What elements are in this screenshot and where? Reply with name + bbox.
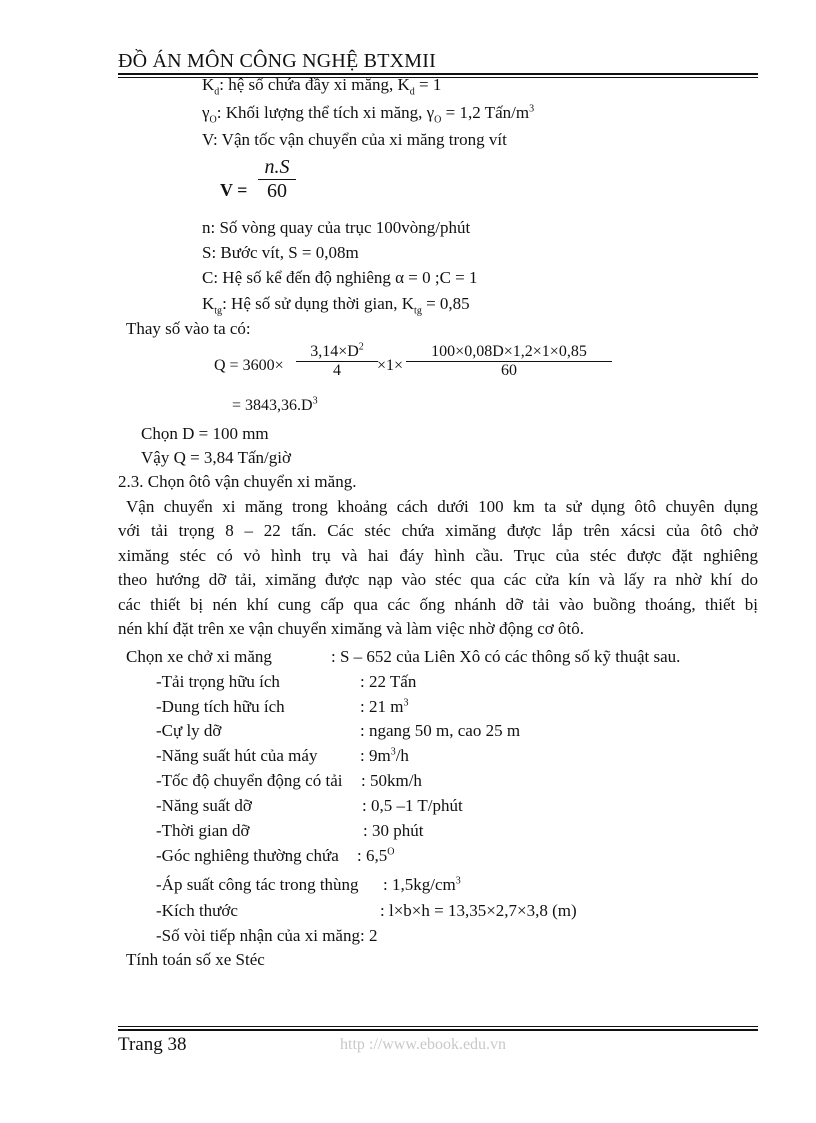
spec-value: : l×b×h = 13,35×2,7×3,8 (m) bbox=[380, 901, 577, 920]
so-q: Vậy Q = 3,84 Tấn/giờ bbox=[141, 448, 291, 467]
formula-q-lhs: Q = 3600× bbox=[214, 357, 284, 374]
paragraph-line: ximăng stéc có vỏ hình trụ và hai đáy hình cầu. Trục của stéc được đặt nghiêng bbox=[118, 545, 758, 565]
spec-label: -Số vòi tiếp nhận của xi măng: 2 bbox=[156, 926, 378, 945]
spec-value: : 30 phút bbox=[363, 821, 424, 840]
page-number: Trang 38 bbox=[118, 1034, 187, 1055]
param-n: n: Số vòng quay của trục 100vòng/phút bbox=[202, 218, 471, 237]
page-header-title: ĐỒ ÁN MÔN CÔNG NGHỆ BTXMII bbox=[118, 50, 436, 72]
def-kd: $K_d$: hệ số chứa đầy xi măng, $K_d = 1$ bbox=[202, 75, 442, 98]
footer-rule-thick bbox=[118, 1029, 758, 1031]
formula-v-numerator: n.S bbox=[264, 156, 290, 178]
formula-q-f2-denominator: 60 bbox=[501, 362, 517, 379]
formula-q-result: = $3843,36.D^3$ bbox=[232, 395, 318, 414]
formula-q-mid: ×1× bbox=[377, 357, 404, 374]
spec-label: -Năng suất hút của máy bbox=[156, 746, 318, 765]
paragraph-line: theo hướng dỡ tải, ximăng được nạp vào stéc qua các cửa kín và lấy ra nhờ khí do bbox=[118, 570, 758, 590]
footer-rule-thin bbox=[118, 1026, 758, 1027]
spec-label: -Kích thước bbox=[156, 901, 238, 920]
spec-value: : 22 Tấn bbox=[360, 672, 417, 691]
paragraph-line: nén khí đặt trên xe vận chuyển ximăng và làm việc nhờ động cơ ôtô. bbox=[118, 619, 584, 639]
spec-label: -Góc nghiêng thường chứa bbox=[156, 846, 339, 865]
formula-v-fraction bbox=[258, 156, 296, 203]
formula-q-f1-denominator: 4 bbox=[333, 362, 341, 379]
param-ktg: $K_{tg}$: Hệ số sử dụng thời gian, $K_{tg} = 0,85$ bbox=[202, 294, 470, 317]
spec-label: -Áp suất công tác trong thùng bbox=[156, 875, 359, 894]
substitute-label: Thay số vào ta có: bbox=[126, 319, 251, 338]
formula-q-f2-numerator: 100×0,08D×1,2×1×0,85 bbox=[431, 343, 587, 360]
spec-value: : $1,5kg/cm^3$ bbox=[383, 875, 461, 894]
paragraph-line: các thiết bị nén khí cung cấp qua các ống nhánh dỡ tải vào buồng thoáng, thiết bị bbox=[118, 594, 758, 614]
def-v: V: Vận tốc vận chuyển của xi măng trong vít bbox=[202, 130, 507, 149]
truck-value: : S – 652 của Liên Xô có các thông số kỹ thuật sau. bbox=[331, 647, 681, 666]
truck-label: Chọn xe chở xi măng bbox=[126, 647, 272, 666]
formula-q-fraction-2 bbox=[406, 343, 612, 380]
formula-q-f1-numerator: $3,14\times D^2$ bbox=[310, 341, 364, 360]
spec-label: -Tải trọng hữu ích bbox=[156, 672, 280, 691]
spec-label: -Dung tích hữu ích bbox=[156, 697, 285, 716]
section-heading: 2.3. Chọn ôtô vận chuyển xi măng. bbox=[118, 472, 357, 491]
spec-value: : 0,5 –1 T/phút bbox=[362, 796, 463, 815]
final-line: Tính toán số xe Stéc bbox=[126, 950, 265, 969]
spec-label: -Năng suất dỡ bbox=[156, 796, 252, 815]
spec-value: : 50km/h bbox=[361, 771, 422, 790]
param-c: C: Hệ số kể đến độ nghiêng α = 0 ;C = 1 bbox=[202, 268, 478, 287]
spec-value: : 21 $m^3$ bbox=[360, 697, 409, 716]
paragraph-line: với tải trọng 8 – 22 tấn. Các stéc chứa ximăng được lắp trên xácsi của ôtô chở bbox=[118, 521, 758, 541]
choose-d: Chọn D = 100 mm bbox=[141, 424, 269, 443]
spec-label: -Tốc độ chuyển động có tải bbox=[156, 771, 343, 790]
spec-value: : $6,5^O$ bbox=[357, 846, 395, 865]
spec-value: : $9m^3/h$ bbox=[360, 746, 409, 765]
formula-v-denominator: 60 bbox=[267, 180, 287, 202]
watermark-url: http ://www.ebook.edu.vn bbox=[340, 1036, 507, 1053]
formula-v-lhs: V = bbox=[220, 180, 248, 200]
def-gamma: $\gamma_O$: Khối lượng thể tích xi măng, $\gamma_O = 1,2$ Tấn/$m^3$ bbox=[202, 103, 535, 126]
spec-value: : ngang 50 m, cao 25 m bbox=[360, 721, 521, 740]
spec-label: -Cự ly dỡ bbox=[156, 721, 222, 740]
formula-q-fraction-1 bbox=[296, 343, 378, 380]
param-s: S: Bước vít, S = 0,08m bbox=[202, 243, 359, 262]
spec-label: -Thời gian dỡ bbox=[156, 821, 250, 840]
paragraph-line: Vận chuyển xi măng trong khoảng cách dưới 100 km ta sử dụng ôtô chuyên dụng bbox=[126, 497, 758, 516]
body-paragraph bbox=[118, 495, 758, 641]
